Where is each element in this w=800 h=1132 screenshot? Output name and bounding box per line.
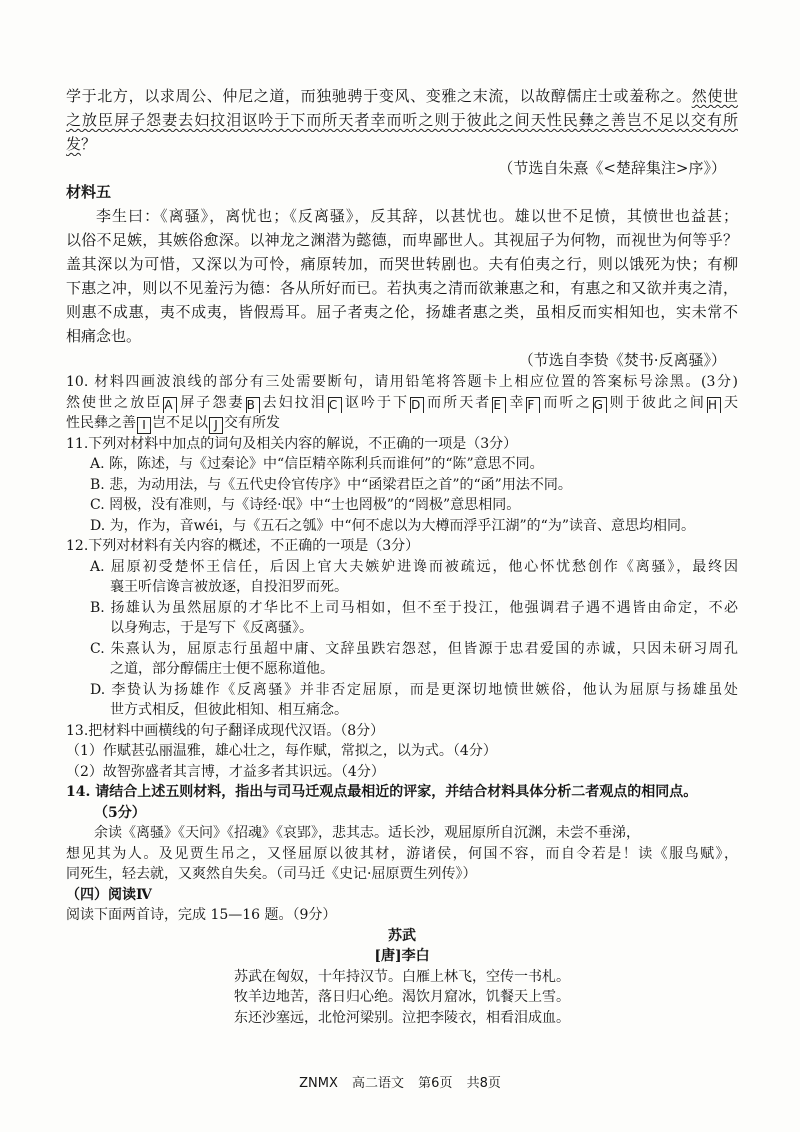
material5-line: 相痛念也。: [66, 327, 142, 345]
section4-heading: （四）阅读Ⅳ: [66, 886, 152, 903]
material5-line: 以俗不足嫉，其嫉俗愈深。以神龙之渊潜为懿德，而卑鄙世人。其视屈子为何物，而视世为何等乎？: [66, 231, 738, 249]
q10-text: 而所天者: [425, 394, 492, 411]
material4-source: （节选自朱熹《<楚辞集注>序》）: [498, 159, 726, 177]
material4-line-2: [66, 108, 738, 132]
q10-answer-box: G: [593, 397, 607, 414]
q10-answer-box: J: [209, 417, 223, 434]
material5-line: 则惠不成惠，夷不成夷，皆假焉耳。屈子者夷之伦，扬雄者惠之类，虽相反而实相知也，实未常不: [66, 303, 738, 321]
q12-option-a-cont: 襄王听信谗言被放逐，自投汨罗而死。: [110, 579, 348, 595]
q10-text: 交有所发: [224, 415, 280, 431]
material4-text: 学于北方，以求周公、仲尼之道，而独驰骋于变风、变雅之末流，以故醇儒庄士或羞称之。: [66, 87, 692, 105]
q12-option-d: D. 李贽认为扬雄作《反离骚》并非否定屈原，而是更深切地愤世嫉俗，他认为屈原与扬雄虽处: [90, 681, 738, 698]
q11-stem: 11.下列对材料中加点的词句及相关内容的解说，不正确的一项是（3分）: [66, 435, 518, 452]
q12-option-d-cont: 世方式相反，但彼此相知、相互痛念。: [110, 702, 348, 718]
q13-item-2: （2）故智弥盛者其言博，才益多者其识远。（4分）: [66, 763, 385, 780]
q14-quote-line: 想见其为人。及见贾生吊之，又怪屈原以彼其材，游诸侯，何国不容，而自令若是！读《服鸟赋》，: [66, 845, 738, 862]
q14-stem: 14. 请结合上述五则材料，指出与司马迁观点最相近的评家，并结合材料具体分析二者观点的相同点。: [66, 784, 698, 800]
q10-answer-box: A: [163, 397, 177, 414]
q13-item-1: （1）作赋甚弘丽温雅，雄心壮之，每作赋，常拟之，以为式。（4分）: [66, 743, 497, 759]
q10-text: 而听之: [541, 394, 592, 411]
wavy-underlined-text: 之放臣屏子怨妻去妇抆泪讴吟于下而所天者幸而听之则于彼此之间天性民彝之善岂不足以交有所: [66, 111, 738, 129]
q10-answer-box: I: [137, 417, 151, 434]
q12-stem: 12.下列对材料有关内容的概述，不正确的一项是（3分）: [66, 538, 420, 554]
footer-total-pages: 共8页: [466, 1076, 501, 1091]
question-section: [66, 372, 738, 1028]
poem-line: 牧羊边地苦，落日归心绝。渴饮月窟冰，饥餐天上雪。: [234, 989, 570, 1005]
q11-option-b: B. 悲，为动用法，与《五代史伶官传序》中“函梁君臣之首”的“函”用法不同。: [90, 476, 572, 493]
material-section: [66, 84, 738, 372]
footer-page-number: 第6页: [418, 1076, 453, 1091]
page-footer: [0, 1075, 800, 1093]
poem-line: 东还沙塞远，北怆河梁别。泣把李陵衣，相看泪成血。: [234, 1009, 570, 1026]
poem-title: 苏武: [388, 927, 416, 944]
q10-answer-box: H: [707, 397, 721, 414]
q10-text: 然使世之放臣: [66, 394, 163, 411]
q11-option-a: A. 陈，陈述，与《过秦论》中“信臣精卒陈利兵而谁何”的“陈”意思不同。: [90, 456, 544, 472]
material4-text: ？: [81, 135, 97, 153]
material5-line: 下惠之冲，则以不见羞污为德：各从所好而已。若执夷之清而欲兼惠之和，有惠之和又欲并夷之清，: [66, 279, 738, 297]
q11-option-c: C. 罔极，没有准则，与《诗经·氓》中“士也罔极”的“罔极”意思相同。: [90, 497, 521, 513]
q12-option-c: C. 朱熹认为，屈原志行虽超中庸、文辞虽跌宕怨怼，但皆源于忠君爱国的赤诚，只因未研习周孔: [90, 640, 738, 657]
q10-stem: 10. 材料四画波浪线的部分有三处需要断句，请用铅笔将答题卡上相应位置的答案标号涂黑。(3分): [66, 374, 738, 390]
q10-text: 屏子怨妻: [178, 394, 245, 411]
q11-option-d: D. 为，作为，音wéi，与《五石之瓠》中“何不虑以为大樽而浮乎江湖”的“为”读音、意思均相同。: [90, 517, 695, 534]
material4-line-3: [66, 132, 738, 156]
poem-line: 苏武在匈奴，十年持汉节。白雁上林飞，空传一书札。: [234, 968, 570, 985]
material5-source: （节选自李贽《焚书·反离骚》）: [518, 351, 726, 369]
q13-stem: 13.把材料中画横线的句子翻译成现代汉语。（8分）: [66, 722, 385, 739]
footer-code: ZNMX: [299, 1076, 338, 1091]
q10-text: 则于彼此之间: [607, 394, 706, 411]
q10-text: 天: [721, 394, 738, 411]
q14-quote-line: 余读《离骚》《天问》《招魂》《哀郢》，悲其志。适长沙，观屈原所自沉渊，未尝不垂涕，: [94, 825, 640, 841]
q14-quote-line: 同死生，轻去就，又爽然自失矣。（司马迁《史记·屈原贾生列传》）: [66, 866, 477, 882]
q10-text: 去妇抆泪: [260, 394, 327, 411]
q10-answer-box: B: [246, 397, 260, 414]
q10-text: 岂不足以: [152, 415, 208, 431]
q10-text: 讴吟于下: [342, 394, 410, 411]
q10-text: 幸: [507, 394, 526, 411]
q10-answer-box: F: [526, 397, 540, 414]
wavy-underlined-text: 发: [66, 135, 82, 153]
material5-heading: 材料五: [66, 183, 112, 201]
q12-option-b-cont: 以身殉志，于是写下《反离骚》。: [110, 620, 313, 636]
section4-instruction: 阅读下面两首诗，完成 15—16 题。（9分）: [66, 907, 337, 923]
q10-sentence-line-1: [66, 393, 738, 414]
material4-line-1: [66, 84, 738, 108]
q10-answer-box: C: [328, 397, 342, 414]
wavy-underlined-text: 然使世: [691, 87, 738, 105]
poem-author: [唐]李白: [374, 948, 430, 964]
q10-answer-box: D: [410, 397, 424, 414]
q10-answer-box: E: [492, 397, 506, 414]
page-content: [66, 84, 738, 1028]
q14-score: （5分）: [94, 804, 146, 821]
q12-option-c-cont: 之道，部分醇儒庄士便不愿称道他。: [110, 661, 334, 677]
footer-subject: 高二语文: [352, 1076, 405, 1091]
q12-option-b: B. 扬雄认为虽然屈原的才华比不上司马相如，但不至于投江，他强调君子遇不遇皆由命定，不必: [90, 599, 738, 616]
material5-line: 李生曰：《离骚》，离忧也；《反离骚》，反其辞，以甚忧也。雄以世不足愤，其愤世也益甚；: [96, 207, 738, 225]
q10-sentence-line-2: [66, 413, 738, 434]
q12-option-a: A. 屈原初受楚怀王信任，后因上官大夫嫉妒进谗而被疏远，他心怀忧愁创作《离骚》，最终因: [90, 558, 738, 575]
q10-text: 性民彝之善: [66, 415, 136, 431]
material5-line: 盖其深以为可惜，又深以为可怜，痛原转加，而哭世转剧也。夫有伯夷之行，则以饿死为快；有柳: [66, 255, 738, 273]
